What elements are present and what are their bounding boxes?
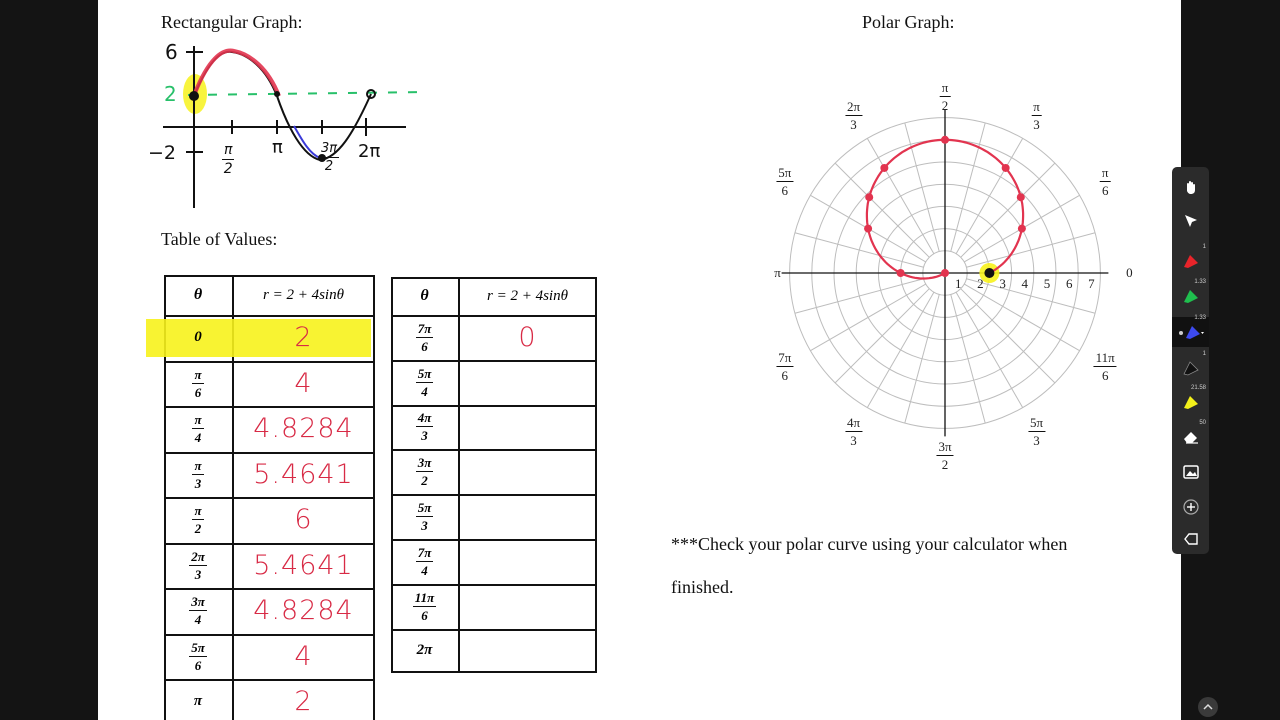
table-row-r-value[interactable]: 0 <box>518 321 537 353</box>
table-of-values-2 <box>391 277 597 674</box>
rect-curve-red <box>195 51 279 96</box>
polar-radial-label: 1 <box>954 276 962 291</box>
table-row-theta: 0 <box>194 329 202 346</box>
highlighter-size: 21.58 <box>1190 385 1206 391</box>
table-row-r-value[interactable]: 5.4641 <box>253 549 354 581</box>
table-row-r-value[interactable]: 2 <box>294 686 313 718</box>
polar-angle-label: $\frac{3\pi}{2}$ <box>938 439 952 472</box>
note-line-2: finished. <box>671 577 734 597</box>
rect-y-label-neg2: −2 <box>148 142 177 164</box>
table2-header-r: r = 2 + 4sinθ <box>487 287 568 304</box>
polar-radial-label: 6 <box>1065 276 1073 291</box>
polar-plotted-point <box>941 269 949 277</box>
polar-angle-label: $\frac{5\pi}{3}$ <box>1029 415 1044 449</box>
polar-grid-ray <box>961 163 1055 257</box>
polar-plotted-point <box>864 225 872 233</box>
table-row-r-value[interactable]: 4.8284 <box>253 595 354 627</box>
polar-plotted-point <box>984 268 994 278</box>
polar-plotted-point <box>1017 193 1025 201</box>
table-row-r-value[interactable]: 5.4641 <box>253 458 354 490</box>
table-row-theta: $\frac{5\pi}{3}$ <box>417 500 432 534</box>
black-pen-icon <box>1182 360 1200 376</box>
polar-plotted-point <box>865 193 873 201</box>
rect-x-tick-2pi: 2π <box>358 141 381 162</box>
table-row-r-value[interactable]: 4 <box>294 367 313 399</box>
rect-y2-dashed-line <box>188 92 426 95</box>
rect-y-label-2: 2 <box>164 82 177 106</box>
polar-plotted-point <box>941 136 949 144</box>
scroll-up-button[interactable] <box>1198 697 1218 717</box>
plus-circle-icon <box>1183 499 1199 515</box>
table-title: Table of Values: <box>161 229 278 249</box>
pen-black-size: 1 <box>1202 351 1206 357</box>
table-row-r-value[interactable] <box>458 629 597 674</box>
eraser-tool[interactable] <box>1172 422 1209 452</box>
polar-angle-label: $\frac{\pi}{3}$ <box>1033 98 1040 132</box>
table-row-theta: 2π <box>416 642 433 659</box>
polar-radial-label: 3 <box>999 276 1006 291</box>
blue-pen-icon <box>1178 324 1204 340</box>
table-row-theta: $\frac{11\pi}{6}$ <box>414 589 435 623</box>
green-pen-icon <box>1182 288 1200 304</box>
eraser-size: 50 <box>1199 420 1206 426</box>
highlighter-tool[interactable] <box>1172 387 1209 417</box>
polar-plotted-point <box>1002 164 1010 172</box>
yellow-highlighter-icon <box>1182 394 1200 410</box>
table-row-r-value[interactable]: 4 <box>294 640 313 672</box>
polar-graph <box>768 80 1148 470</box>
polar-graph-title: Polar Graph: <box>862 12 955 32</box>
table-row-theta: $\frac{\pi}{3}$ <box>194 457 202 491</box>
polar-radial-label: 7 <box>1088 276 1095 291</box>
hand-icon <box>1183 179 1199 195</box>
polar-plotted-point <box>1018 225 1026 233</box>
polar-grid-ray <box>961 289 1055 383</box>
table-row-theta: $\frac{4\pi}{3}$ <box>417 410 432 444</box>
collapse-toolbar-button[interactable] <box>1172 524 1209 554</box>
polar-grid-ray <box>835 289 929 383</box>
pen-red-size: 1 <box>1202 244 1206 250</box>
polar-grid-ray <box>835 163 929 257</box>
table-row-theta: $\frac{5\pi}{6}$ <box>191 639 205 673</box>
polar-plotted-point <box>880 164 888 172</box>
polar-radial-label: 4 <box>1021 276 1029 291</box>
pen-green-size: 1.33 <box>1194 279 1206 285</box>
table-row-theta: $\frac{3\pi}{4}$ <box>191 594 205 628</box>
table-row-theta: $\frac{7\pi}{4}$ <box>417 544 432 578</box>
table-row-theta: $\frac{\pi}{6}$ <box>194 366 202 400</box>
pen-black-tool[interactable] <box>1172 353 1209 383</box>
chevron-up-icon <box>1203 703 1213 711</box>
polar-angle-label: $\frac{7\pi}{6}$ <box>778 349 792 383</box>
table1-header-theta: θ <box>193 286 203 303</box>
polar-angle-label: $\frac{2\pi}{3}$ <box>846 98 861 132</box>
pan-tool[interactable] <box>1172 172 1209 202</box>
pointer-arrow-icon <box>1184 214 1198 228</box>
table-row-theta: $\frac{2\pi}{3}$ <box>191 548 205 582</box>
pen-red-tool[interactable] <box>1172 246 1209 276</box>
add-tool-button[interactable] <box>1172 492 1209 522</box>
rect-y-label-6: 6 <box>165 40 178 64</box>
pen-blue-tool[interactable] <box>1172 317 1209 347</box>
table-row-theta: $\frac{\pi}{4}$ <box>194 412 202 446</box>
table-row-theta: $\frac{3\pi}{2}$ <box>417 455 432 489</box>
table2-header-theta: θ <box>420 287 429 304</box>
image-icon <box>1183 465 1199 479</box>
table-row-r-value[interactable]: 6 <box>294 504 313 536</box>
polar-angle-label: $\frac{5\pi}{6}$ <box>778 164 792 198</box>
rect-graph-title: Rectangular Graph: <box>161 12 303 32</box>
rect-x-tick-pi: π <box>272 137 283 158</box>
polar-angle-label-pi: π <box>774 265 781 280</box>
polar-radial-label: 2 <box>977 276 984 291</box>
polar-plotted-point <box>897 269 905 277</box>
note-line-1: ***Check your polar curve using your calculator when <box>671 534 1068 554</box>
polar-angle-label: $\frac{\pi}{2}$ <box>941 80 949 113</box>
polar-angle-label: $\frac{\pi}{6}$ <box>1101 164 1109 198</box>
table-of-values-1 <box>164 275 375 720</box>
table-row-r-value[interactable]: 4.8284 <box>253 413 354 445</box>
annotation-toolbar <box>1172 167 1209 554</box>
table-row-r-value[interactable] <box>458 584 597 629</box>
red-pen-icon <box>1182 253 1200 269</box>
table-row-theta: $\frac{\pi}{2}$ <box>194 503 202 537</box>
table-row-r-value[interactable]: 2 <box>294 322 313 354</box>
polar-angle-label: $\frac{11\pi}{6}$ <box>1095 349 1115 383</box>
polar-angle-label: $\frac{4\pi}{3}$ <box>846 415 861 449</box>
table-row-r-value[interactable] <box>458 539 597 584</box>
rect-x-tick-pi-2: $\frac{\pi}{2}$ <box>223 142 233 177</box>
rect-x-tick-3pi-2: $\frac{3\pi}{2}$ <box>321 141 338 174</box>
pen-green-tool[interactable] <box>1172 281 1209 311</box>
insert-image-tool[interactable] <box>1172 457 1209 487</box>
polar-radial-label: 5 <box>1043 276 1051 291</box>
collapse-icon <box>1183 531 1199 547</box>
rect-graph-sketch <box>148 38 438 213</box>
table-row-theta: $\frac{5\pi}{4}$ <box>417 365 432 399</box>
table-row-theta: π <box>193 693 203 710</box>
table-row-r-value[interactable] <box>458 405 597 450</box>
select-tool[interactable] <box>1172 206 1209 236</box>
table-row-r-value[interactable] <box>458 449 597 494</box>
table-row-r-value[interactable] <box>458 494 597 539</box>
pen-blue-size: 1.33 <box>1194 315 1206 321</box>
worksheet-page <box>98 0 1181 720</box>
eraser-icon <box>1183 430 1199 444</box>
table1-header-r: r = 2 + 4sinθ <box>263 286 344 303</box>
table-row-theta: $\frac{7\pi}{6}$ <box>417 320 432 354</box>
polar-angle-label-0: 0 <box>1126 265 1133 280</box>
table-row-r-value[interactable] <box>458 360 597 405</box>
